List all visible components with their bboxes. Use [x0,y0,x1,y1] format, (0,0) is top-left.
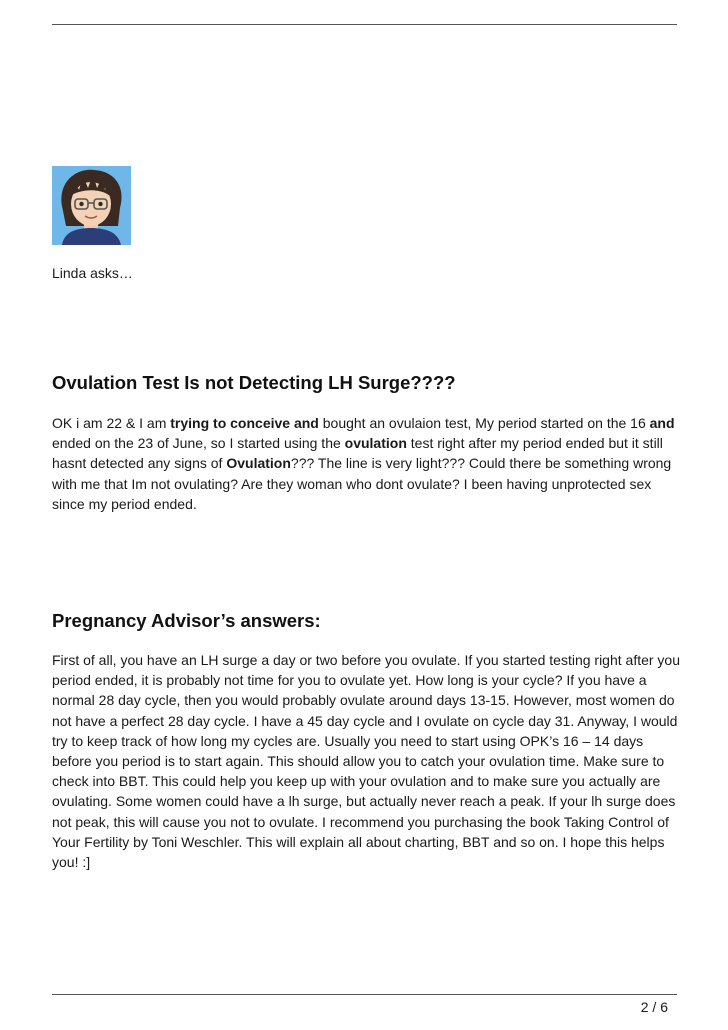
answer-body: First of all, you have an LH surge a day or two before you ovulate. If you started testing right after you period ended, it is probably not time for you to ovulate yet. How long is your cycle? If you have a normal 28 day cycle, then you would probably ovulate around days 13-15. However, most women do not have a perfect 28 day cycle. I have a 45 day cycle and I ovulate on cycle day 31. Anyway, I would try to keep track of how long my cycles are. Usually you need to start using OPK’s 16 – 14 days before you period is to start again. This should allow you to catch your ovulation time. Make sure to check into BBT. This could help you keep up with your ovulation and to make sure you actually are ovulating. Some women could have a lh surge, but actually never reach a peak. If your lh surge does not peak, this will cause you not to ovulate. I recommend you purchasing the book Taking Control of Your Fertility by Toni Weschler. This will explain all about charting, BBT and so on. I hope this helps you! :] [52,652,681,871]
question-title: Ovulation Test Is not Detecting LH Surge???? [52,372,456,393]
question-bold-text: trying to conceive and [170,415,319,431]
user-avatar [52,166,131,245]
cartoon-avatar-icon [52,166,131,245]
answer-heading: Pregnancy Advisor’s answers: [52,610,321,631]
page-number: 2 / 6 [640,999,668,1015]
question-bold-text: and [649,415,675,431]
asker-line: Linda asks… [52,265,133,281]
question-body [52,413,682,514]
header-rule [52,24,677,25]
question-bold-text: Ovulation [226,455,291,472]
question-text: bought an ovulaion test, My period started on the 16 [318,415,650,431]
question-text: test right after my period ended but it still hasnt detected any signs of [52,435,663,472]
question-text: OK i am 22 & I am [52,415,171,431]
question-text: ??? The line is very light??? Could there be something wrong with me that Im not ovulating? Are they woman who dont ovulate? I been having unprotected sex since my period ended. [52,455,672,512]
question-text: ended on the 23 of June, so I started using the [52,435,345,452]
footer-rule [52,994,677,995]
question-bold-text: ovulation [344,435,407,452]
